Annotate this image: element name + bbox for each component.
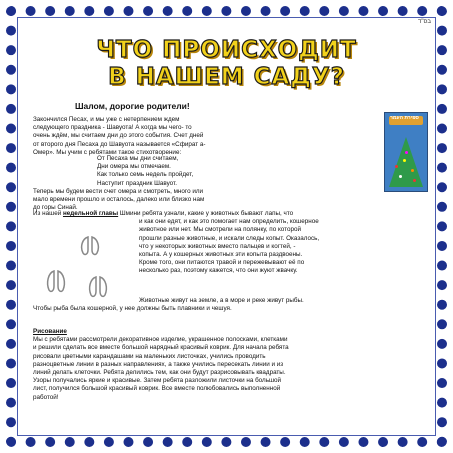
intro-line: от второго дня Песаха до Шавуота называется «Сфират а-: [33, 140, 206, 148]
parasha-line: животное или нет. Мы смотрели на полянку, по которой: [139, 226, 301, 234]
intro-paragraph: [33, 116, 378, 157]
intro-after-line: Теперь мы будем вести счет омера и смотреть, много или: [33, 188, 204, 195]
omer-chart-label: ספירת העמר: [390, 115, 419, 121]
drawing-section: [33, 328, 423, 402]
intro-after: [33, 188, 204, 213]
parasha-line: Кроме того, они питаются травой и пережевывают её по: [139, 259, 305, 267]
drawing-heading: Рисование: [33, 328, 67, 335]
fish-line: Чтобы рыба была кошерной, у нее должны быть плавники и чешуя.: [33, 305, 232, 313]
hoof-print: [82, 237, 99, 254]
greeting: Шалом, дорогие родители!: [75, 101, 190, 111]
drawing-line: Узоры получались яркие и красивые. Затем ребята разложили листочки на большой: [33, 377, 282, 385]
parasha-line: Шмини ребята узнали, какие у животных бывают лапы, что: [118, 210, 294, 217]
drawing-line: лист, получился большой красивый коврик. Все вместе полюбовались выполненной: [33, 385, 281, 393]
poem-line: Как только семь недель пройдет,: [97, 171, 194, 179]
intro-line: очень ждём, мы считаем дни до этого события. Счет дней: [33, 132, 204, 140]
omer-dot: [411, 169, 414, 172]
drawing-line: работой!: [33, 393, 59, 401]
parasha-prefix: Из нашей: [33, 210, 63, 217]
poem: [97, 155, 193, 188]
intro-line: следующего праздника - Шавуота! А когда мы чего- то: [33, 124, 192, 132]
parasha-line: несколько раз, поэтому кажется, что они жуют жвачку.: [139, 267, 298, 275]
drawing-line: и решили сделать все вместе большой нарядный красивый коврик. Для начала ребята: [33, 344, 289, 352]
intro-line: Омер». Мы учим с ребятами такое стихотворение:: [33, 148, 182, 156]
parasha-first-line: [33, 210, 423, 218]
drawing-line: рисовали цветными карандашами на маленьких листочках, учились проводить: [33, 352, 266, 360]
parasha-line: и как они едят, и как это помогает нам определить, кошерное: [139, 218, 319, 226]
title-line-1: ЧТО ПРОИСХОДИТ: [96, 37, 357, 63]
hoof-print: [48, 271, 65, 291]
omer-dot: [413, 179, 416, 182]
parasha-line: копыта. А у кошерных животных эти копыта раздвоены.: [139, 251, 303, 259]
omer-dot: [403, 159, 406, 162]
parasha-line: прошли разные животные, и искали следы копыт. Оказалось,: [139, 234, 320, 242]
mount-sinai-graphic: [389, 137, 423, 187]
hoof-prints-illustration: [40, 233, 112, 305]
drawing-line: линий делать клеточки. Ребята делились тем, как они будут разрисовывать квадраты.: [33, 369, 286, 377]
omer-dot: [399, 175, 402, 178]
title-line-2: В НАШЕМ САДУ?: [108, 64, 345, 90]
omer-dot: [395, 165, 398, 168]
bsd-mark: בס"ד: [418, 19, 431, 25]
drawing-line: Мы с ребятами рассмотрели декоративное изделие, украшенное полосками, клетками: [33, 336, 288, 344]
fish-line: Животные живут на земле, а в море и реке живут рыбы.: [139, 297, 304, 304]
parasha-line: что у некоторых животных вместо пальцев и когтей, -: [139, 242, 296, 250]
intro-line: Закончился Песах, и мы уже с нетерпением ждем: [33, 116, 180, 123]
poem-line: Дни омера мы отмечаем.: [97, 163, 171, 171]
drawing-line: разноцветные линии в разных направлениях, а также учились пересекать линии и из: [33, 360, 284, 368]
hoof-print: [90, 277, 107, 296]
fish-paragraph: [33, 297, 304, 313]
poem-line: Наступит праздник Шавуот.: [97, 179, 177, 187]
omer-count-picture: [384, 112, 428, 192]
intro-after-line: до горы Синай.: [33, 204, 78, 212]
omer-dot: [405, 151, 408, 154]
intro-after-line: мало времени прошло и осталось, далеко или близко нам: [33, 196, 205, 204]
parasha-heading: недельной главы: [62, 210, 119, 217]
poem-line: От Песаха мы дни считаем,: [97, 155, 179, 162]
